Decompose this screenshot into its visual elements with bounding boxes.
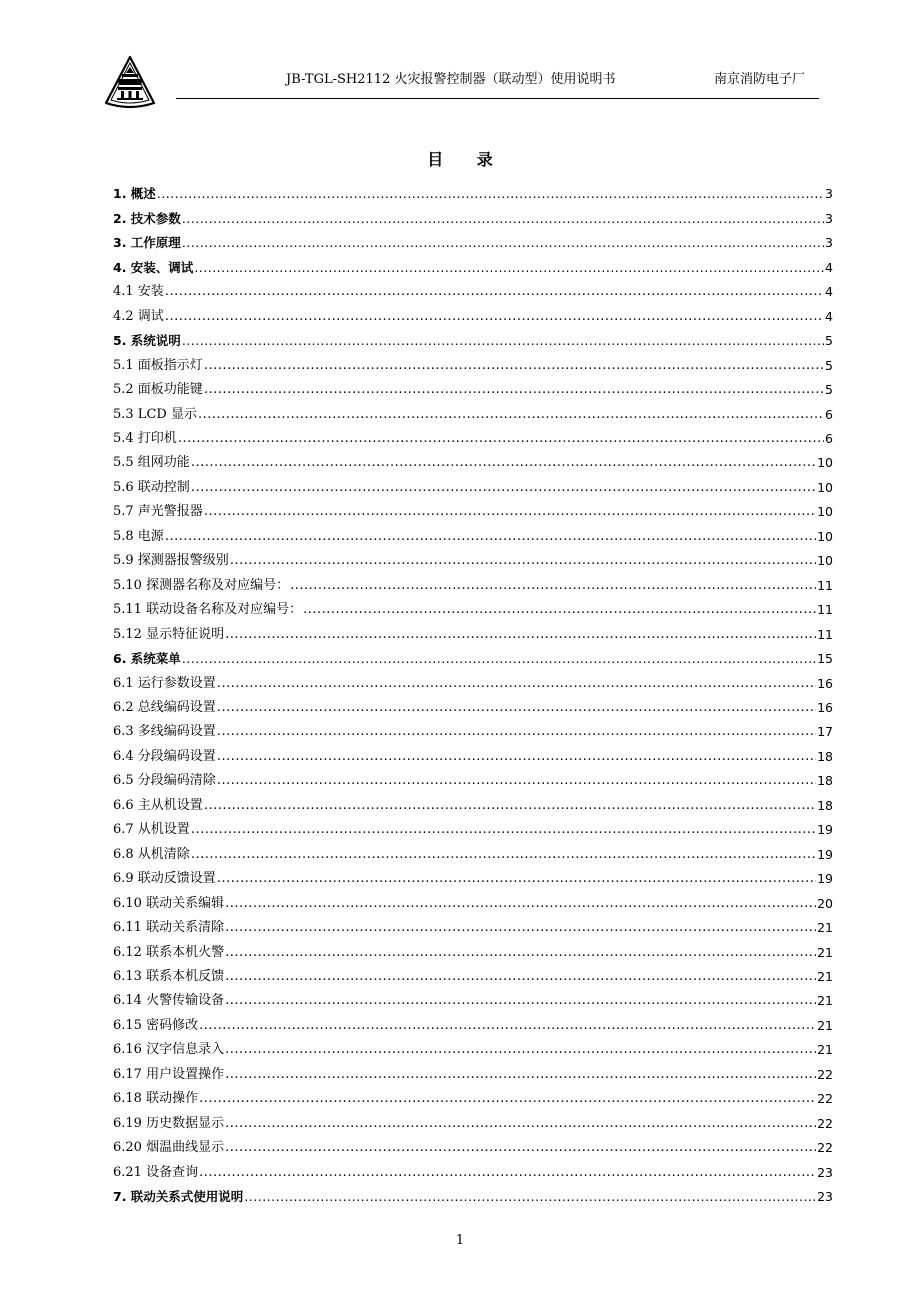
toc-entry[interactable] (113, 1156, 833, 1180)
toc-entry[interactable] (113, 300, 833, 324)
toc-entry-page: 4 (825, 284, 833, 300)
toc-entry-page: 22 (817, 1066, 833, 1082)
toc-dot-leader (199, 1091, 816, 1107)
toc-dot-leader (225, 1116, 816, 1132)
toc-entry[interactable] (113, 423, 833, 447)
toc-entry-label: 6.5 分段编码清除 (113, 773, 216, 789)
toc-entry-page: 18 (817, 773, 833, 789)
toc-dot-leader (157, 186, 824, 202)
toc-entry[interactable] (113, 178, 833, 202)
toc-entry[interactable] (113, 496, 833, 520)
toc-entry-page: 21 (817, 920, 833, 936)
toc-entry-label: 5.4 打印机 (113, 430, 177, 446)
toc-entry-page: 19 (817, 822, 833, 838)
toc-dot-leader (217, 773, 816, 789)
toc-entry-page: 17 (817, 724, 833, 740)
toc-entry[interactable] (113, 251, 833, 275)
toc-entry-page: 3 (825, 186, 833, 202)
toc-entry[interactable] (113, 545, 833, 569)
toc-entry-page: 18 (817, 748, 833, 764)
toc-entry-label: 6. 系统菜单 (113, 651, 181, 667)
toc-entry-page: 3 (825, 235, 833, 251)
toc-entry[interactable] (113, 789, 833, 813)
toc-entry-label: 4. 安装、调试 (113, 259, 194, 275)
toc-entry-label: 4.2 调试 (113, 308, 164, 324)
toc-title: 目 录 (427, 150, 507, 169)
toc-entry-page: 10 (817, 528, 833, 544)
toc-entry-page: 22 (817, 1091, 833, 1107)
toc-dot-leader (217, 871, 816, 887)
toc-entry-page: 18 (817, 797, 833, 813)
toc-entry[interactable] (113, 961, 833, 985)
toc-dot-leader (217, 724, 816, 740)
toc-entry[interactable] (113, 1058, 833, 1082)
toc-entry-page: 19 (817, 846, 833, 862)
toc-entry-label: 5.5 组网功能 (113, 455, 190, 471)
toc-entry-label: 6.2 总线编码设置 (113, 699, 216, 715)
toc-dot-leader (225, 627, 816, 643)
toc-dot-leader (165, 529, 816, 545)
toc-entry-page: 5 (825, 333, 833, 349)
toc-entry-page: 11 (817, 577, 833, 593)
toc-entry-label: 5.7 声光警报器 (113, 504, 203, 520)
toc-entry-page: 11 (817, 626, 833, 642)
toc-dot-leader (204, 382, 824, 398)
toc-entry-page: 22 (817, 1140, 833, 1156)
toc-entry[interactable] (113, 1009, 833, 1033)
toc-entry-page: 20 (817, 895, 833, 911)
toc-dot-leader (178, 431, 824, 447)
toc-entry[interactable] (113, 985, 833, 1009)
toc-entry[interactable] (113, 447, 833, 471)
toc-entry-label: 6.1 运行参数设置 (113, 675, 216, 691)
toc-entry-page: 21 (817, 1017, 833, 1033)
toc-entry-label: 6.14 火警传输设备 (113, 993, 225, 1009)
toc-dot-leader (198, 407, 824, 423)
toc-entry[interactable] (113, 398, 833, 422)
toc-entry[interactable] (113, 1107, 833, 1131)
toc-dot-leader (182, 333, 824, 349)
toc-entry-label: 5.1 面板指示灯 (113, 357, 203, 373)
toc-entry[interactable] (113, 1181, 833, 1205)
toc-entry-label: 6.12 联系本机火警 (113, 944, 225, 960)
toc-entry-label: 5.6 联动控制 (113, 479, 190, 495)
toc-entry-label: 7. 联动关系式使用说明 (113, 1189, 244, 1205)
toc-dot-leader (217, 676, 816, 692)
toc-entry-label: 6.3 多线编码设置 (113, 724, 216, 740)
toc-entry[interactable] (113, 643, 833, 667)
toc-entry-label: 6.17 用户设置操作 (113, 1066, 225, 1082)
toc-entry[interactable] (113, 692, 833, 716)
toc-entry-label: 6.9 联动反馈设置 (113, 871, 216, 887)
toc-entry[interactable] (113, 936, 833, 960)
toc-entry-page: 6 (825, 430, 833, 446)
toc-entry-label: 6.8 从机清除 (113, 846, 190, 862)
toc-entry-label: 6.19 历史数据显示 (113, 1115, 225, 1131)
toc-entry[interactable] (113, 276, 833, 300)
toc-entry[interactable] (113, 594, 833, 618)
header-document-title: JB-TGL-SH2112 火灾报警控制器（联动型）使用说明书 (286, 72, 616, 87)
toc-entry-label: 5.2 面板功能键 (113, 382, 203, 398)
toc-entry-label: 6.6 主从机设置 (113, 797, 203, 813)
toc-entry-label: 4.1 安装 (113, 284, 164, 300)
toc-entry-label: 6.4 分段编码设置 (113, 748, 216, 764)
toc-entry[interactable] (113, 569, 833, 593)
toc-dot-leader (225, 993, 816, 1009)
toc-entry-page: 21 (817, 944, 833, 960)
toc-entry-page: 10 (817, 479, 833, 495)
toc-dot-leader (204, 798, 816, 814)
page-number: 1 (455, 1233, 465, 1248)
toc-dot-leader (182, 211, 824, 227)
header-rule (176, 98, 819, 99)
toc-dot-leader (182, 651, 816, 667)
toc-dot-leader (191, 847, 816, 863)
toc-entry-page: 10 (817, 504, 833, 520)
toc-entry-page: 4 (825, 308, 833, 324)
toc-entry[interactable] (113, 520, 833, 544)
toc-entry[interactable] (113, 863, 833, 887)
toc-dot-leader (225, 1140, 816, 1156)
toc-entry-label: 6.20 烟温曲线显示 (113, 1140, 225, 1156)
toc-entry-page: 5 (825, 382, 833, 398)
toc-entry-label: 1. 概述 (113, 186, 156, 202)
toc-entry-label: 6.11 联动关系清除 (113, 920, 225, 936)
toc-entry-label: 5.11 联动设备名称及对应编号： (113, 602, 303, 618)
toc-entry-label: 6.13 联系本机反馈 (113, 968, 225, 984)
toc-entry[interactable] (113, 1132, 833, 1156)
toc-dot-leader (191, 480, 816, 496)
toc-entry-label: 5. 系统说明 (113, 333, 181, 349)
toc-dot-leader (230, 553, 816, 569)
toc-entry-label: 5.8 电源 (113, 528, 164, 544)
toc-dot-leader (165, 284, 824, 300)
toc-entry-page: 16 (817, 699, 833, 715)
toc-dot-leader (303, 602, 816, 618)
toc-entry-page: 23 (817, 1164, 833, 1180)
toc-entry[interactable] (113, 1034, 833, 1058)
toc-dot-leader (182, 235, 824, 251)
toc-entry[interactable] (113, 471, 833, 495)
toc-dot-leader (191, 455, 816, 471)
toc-entry[interactable] (113, 667, 833, 691)
toc-dot-leader (290, 578, 816, 594)
toc-dot-leader (225, 896, 816, 912)
toc-dot-leader (225, 969, 816, 985)
toc-entry-label: 5.12 显示特征说明 (113, 626, 225, 642)
toc-dot-leader (191, 822, 816, 838)
toc-entry-page: 16 (817, 675, 833, 691)
toc-entry-label: 3. 工作原理 (113, 235, 181, 251)
toc-entry-label: 6.15 密码修改 (113, 1017, 199, 1033)
toc-entry[interactable] (113, 912, 833, 936)
toc-entry[interactable] (113, 838, 833, 862)
toc-entry[interactable] (113, 814, 833, 838)
toc-dot-leader (225, 945, 816, 961)
toc-entry[interactable] (113, 202, 833, 226)
toc-entry[interactable] (113, 765, 833, 789)
toc-entry-page: 19 (817, 871, 833, 887)
toc-entry[interactable] (113, 325, 833, 349)
toc-entry-label: 6.10 联动关系编辑 (113, 895, 225, 911)
toc-dot-leader (225, 1067, 816, 1083)
toc-entry-page: 6 (825, 406, 833, 422)
toc-entry[interactable] (113, 349, 833, 373)
table-of-contents (113, 178, 833, 1205)
header-company-name: 南京消防电子厂 (714, 72, 806, 87)
toc-dot-leader (225, 1042, 816, 1058)
toc-entry-page: 23 (817, 1189, 833, 1205)
toc-entry-page: 4 (825, 259, 833, 275)
toc-entry[interactable] (113, 618, 833, 642)
toc-dot-leader (204, 504, 816, 520)
toc-entry-page: 21 (817, 993, 833, 1009)
toc-dot-leader (225, 920, 816, 936)
toc-entry-page: 10 (817, 553, 833, 569)
toc-dot-leader (204, 358, 824, 374)
toc-entry[interactable] (113, 1083, 833, 1107)
toc-entry-page: 3 (825, 210, 833, 226)
toc-entry-page: 15 (817, 651, 833, 667)
toc-entry-page: 21 (817, 1042, 833, 1058)
toc-entry-page: 21 (817, 968, 833, 984)
toc-entry-label: 6.16 汉字信息录入 (113, 1042, 225, 1058)
toc-entry[interactable] (113, 887, 833, 911)
factory-emblem-icon (103, 55, 157, 109)
toc-entry-label: 2. 技术参数 (113, 210, 181, 226)
toc-dot-leader (199, 1018, 816, 1034)
toc-dot-leader (165, 309, 824, 325)
toc-dot-leader (194, 260, 824, 276)
toc-entry-page: 5 (825, 357, 833, 373)
toc-entry-label: 5.9 探测器报警级别 (113, 553, 229, 569)
toc-dot-leader (199, 1165, 816, 1181)
toc-dot-leader (217, 700, 816, 716)
toc-entry-label: 6.18 联动操作 (113, 1091, 199, 1107)
toc-entry-label: 5.10 探测器名称及对应编号： (113, 577, 290, 593)
toc-entry-label: 6.21 设备查询 (113, 1164, 199, 1180)
toc-dot-leader (244, 1189, 816, 1205)
toc-entry-page: 11 (817, 602, 833, 618)
toc-entry-label: 5.3 LCD 显示 (113, 406, 197, 422)
toc-entry[interactable] (113, 374, 833, 398)
toc-entry[interactable] (113, 227, 833, 251)
toc-entry-label: 6.7 从机设置 (113, 822, 190, 838)
toc-entry-page: 22 (817, 1115, 833, 1131)
toc-dot-leader (217, 749, 816, 765)
toc-entry-page: 10 (817, 455, 833, 471)
toc-entry[interactable] (113, 740, 833, 764)
toc-entry[interactable] (113, 716, 833, 740)
